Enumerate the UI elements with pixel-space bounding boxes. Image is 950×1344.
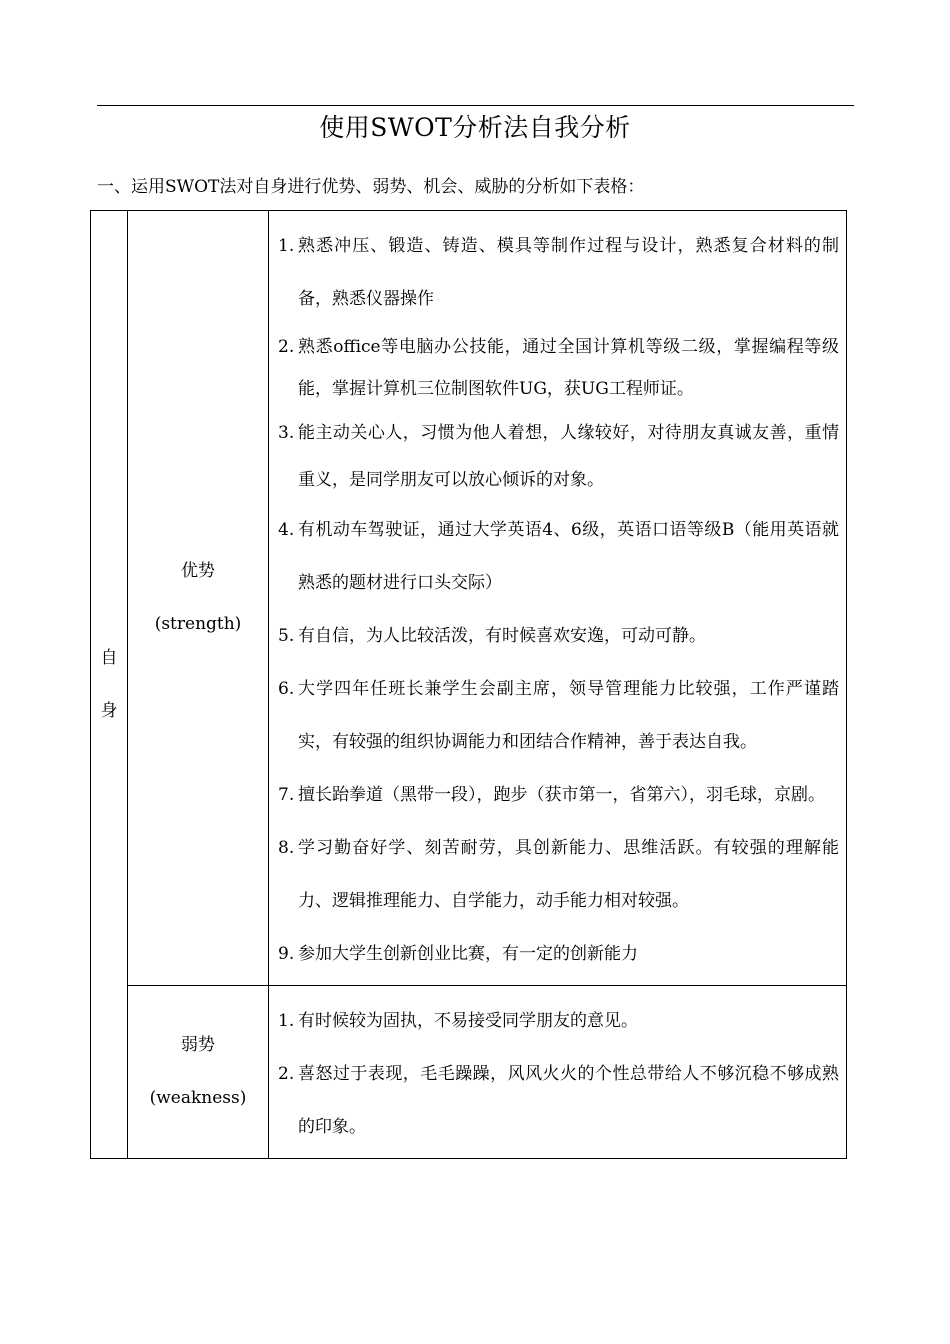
list-item [278, 326, 839, 410]
item-text: 学习勤奋好学、刻苦耐劳，具创新能力、思维活跃。有较强的理解能力、逻辑推理能力、自学能力，动手能力相对较强。 [298, 838, 839, 911]
list-item [278, 995, 839, 1048]
strength-label-cell [128, 211, 269, 986]
item-number: 5. [278, 626, 295, 646]
item-number: 2. [278, 337, 295, 357]
list-item [278, 504, 839, 610]
item-number: 4. [278, 520, 295, 540]
strength-label: 优势 [181, 561, 215, 581]
item-text: 有自信，为人比较活泼，有时候喜欢安逸，可动可静。 [298, 626, 706, 646]
strength-items-cell [269, 211, 847, 986]
weakness-label-cell [128, 986, 269, 1159]
item-text: 熟悉冲压、锻造、铸造、模具等制作过程与设计，熟悉复合材料的制备，熟悉仪器操作 [298, 236, 839, 309]
weakness-label-en: (weakness) [149, 1088, 247, 1108]
item-number: 1. [278, 236, 295, 256]
item-number: 6. [278, 679, 295, 699]
strength-label-en: (strength) [154, 614, 242, 634]
item-number: 1. [278, 1011, 295, 1031]
item-text: 熟悉office等电脑办公技能，通过全国计算机等级二级，掌握编程等级能，掌握计算机三位制图软件UG，获UG工程师证。 [298, 337, 839, 399]
item-text: 有机动车驾驶证，通过大学英语4、6级，英语口语等级B（能用英语就熟悉的题材进行口头交际） [298, 520, 839, 593]
list-item [278, 410, 839, 504]
list-item [278, 610, 839, 663]
item-text: 喜怒过于表现，毛毛躁躁，风风火火的个性总带给人不够沉稳不够成熟的印象。 [298, 1064, 839, 1137]
item-text: 参加大学生创新创业比赛，有一定的创新能力 [298, 944, 638, 964]
list-item [278, 663, 839, 769]
weakness-items-cell [269, 986, 847, 1159]
list-item [278, 769, 839, 822]
swot-table [90, 210, 847, 1159]
item-number: 3. [278, 423, 295, 443]
list-item [278, 220, 839, 326]
item-number: 7. [278, 785, 295, 805]
item-text: 能主动关心人，习惯为他人着想，人缘较好，对待朋友真诚友善，重情重义，是同学朋友可以放心倾诉的对象。 [298, 423, 839, 490]
header-rule [97, 105, 854, 106]
item-text: 有时候较为固执，不易接受同学朋友的意见。 [298, 1011, 638, 1031]
weakness-label: 弱势 [181, 1035, 215, 1055]
item-number: 8. [278, 838, 295, 858]
section-char: 自 [100, 647, 118, 668]
section-self-cell [91, 211, 128, 1159]
item-number: 2. [278, 1064, 295, 1084]
item-number: 9. [278, 944, 295, 964]
item-text: 擅长跆拳道（黑带一段），跑步（获市第一，省第六），羽毛球，京剧。 [298, 785, 825, 805]
strength-row [91, 211, 847, 986]
section-char: 身 [100, 700, 118, 721]
weakness-row [91, 986, 847, 1159]
document-title: 使用SWOT分析法自我分析 [319, 113, 631, 142]
list-item [278, 1048, 839, 1154]
list-item [278, 822, 839, 928]
intro-paragraph: 一、运用SWOT法对自身进行优势、弱势、机会、威胁的分析如下表格： [97, 177, 645, 197]
item-text: 大学四年任班长兼学生会副主席，领导管理能力比较强，工作严谨踏实，有较强的组织协调能力和团结合作精神，善于表达自我。 [298, 679, 839, 752]
list-item [278, 928, 839, 981]
